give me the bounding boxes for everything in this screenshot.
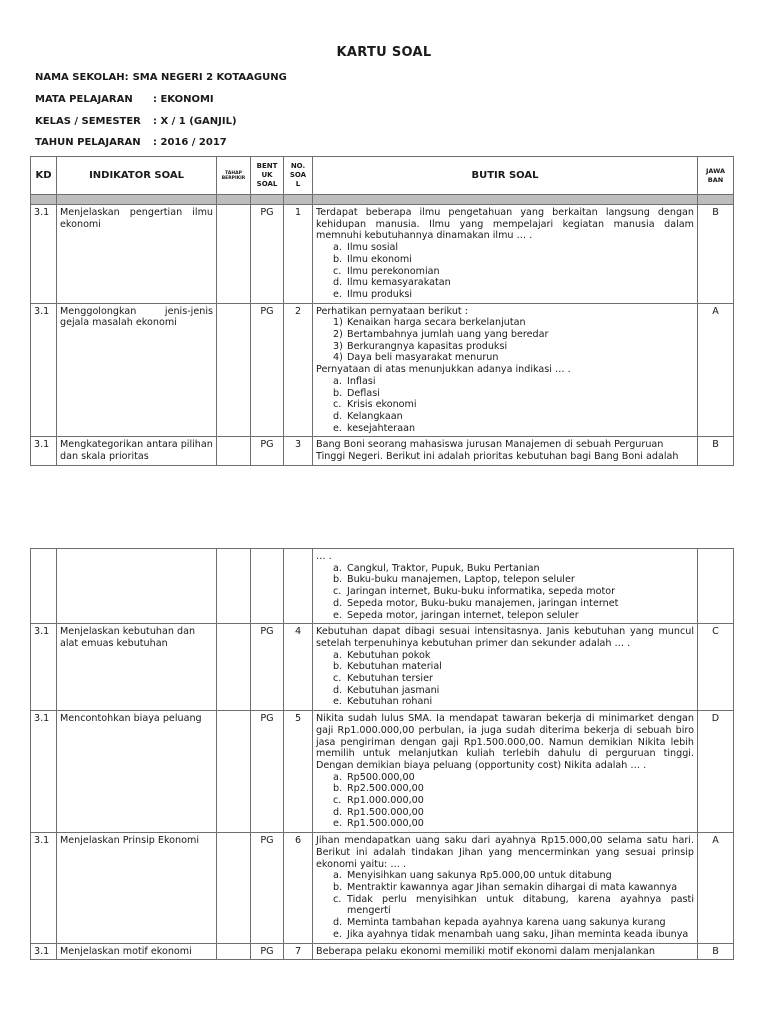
option: b. Ilmu ekonomi — [333, 253, 412, 265]
bentuk-cell: PG — [251, 711, 284, 833]
table-header-row — [31, 157, 734, 195]
option: b. Kebutuhan material — [333, 661, 442, 673]
tahap-cell — [217, 943, 251, 960]
kd-cell: 3.1 — [31, 833, 57, 943]
year-line — [35, 137, 227, 148]
option: e. Sepeda motor, jaringan internet, telepon seluler — [333, 609, 579, 621]
option: a. Cangkul, Traktor, Pupuk, Buku Pertanian — [333, 562, 540, 574]
year-value: : 2016 / 2017 — [153, 137, 227, 148]
kd-cell: 3.1 — [31, 303, 57, 437]
option: b. Mentraktir kawannya agar Jihan semakin dihargai di mata kawannya — [333, 881, 678, 893]
kd-cell: 3.1 — [31, 205, 57, 304]
option-list — [333, 772, 694, 831]
header-jawaban: JAWA BAN — [698, 157, 734, 195]
tahap-cell — [217, 205, 251, 304]
question-stem-2: Pernyataan di atas menunjukkan adanya indikasi … . — [316, 364, 571, 376]
bentuk-cell: PG — [251, 303, 284, 437]
option: b. Buku-buku manajemen, Laptop, telepon seluler — [333, 574, 575, 586]
table-row — [31, 943, 734, 960]
option: e. Kebutuhan rohani — [333, 696, 433, 708]
bentuk-cell: PG — [251, 205, 284, 304]
option: d. Ilmu kemasyarakatan — [333, 277, 451, 289]
question-stem-continued: … . — [316, 551, 332, 562]
subject-line — [35, 94, 214, 105]
school-value: SMA NEGERI 2 KOTAAGUNG — [132, 72, 287, 83]
option: e. Ilmu produksi — [333, 288, 413, 300]
butir-cell — [313, 624, 698, 711]
butir-cell — [313, 303, 698, 437]
indikator-cell: Mencontohkan biaya peluang — [57, 711, 217, 833]
bentuk-cell: PG — [251, 624, 284, 711]
jawaban-cell: D — [698, 711, 734, 833]
option: c. Tidak perlu menyisihkan untuk ditabung, karena ayahnya pasti mengerti — [333, 893, 694, 917]
header-kd: KD — [31, 157, 57, 195]
option: c. Jaringan internet, Buku-buku informatika, sepeda motor — [333, 586, 616, 598]
statement: 4) Daya beli masyarakat menurun — [333, 352, 499, 364]
indikator-cell: Menggolongkan jenis-jenis gejala masalah ekonomi — [57, 303, 217, 437]
question-stem: Perhatikan pernyataan berikut : — [316, 305, 468, 317]
butir-cell — [313, 205, 698, 304]
option: e. kesejahteraan — [333, 422, 416, 434]
table-row — [31, 303, 734, 437]
indikator-cell: Menjelaskan pengertian ilmu ekonomi — [57, 205, 217, 304]
no-cell: 1 — [284, 205, 313, 304]
class-label: KELAS / SEMESTER — [35, 116, 141, 127]
kd-cell: 3.1 — [31, 943, 57, 960]
no-cell: 7 — [284, 943, 313, 960]
option: a. Rp500.000,00 — [333, 771, 415, 783]
option: c. Kebutuhan tersier — [333, 673, 433, 685]
option: b. Deflasi — [333, 387, 380, 399]
school-label: NAMA SEKOLAH: — [35, 72, 129, 83]
no-cell: 4 — [284, 624, 313, 711]
kd-cell: 3.1 — [31, 711, 57, 833]
bentuk-cell: PG — [251, 943, 284, 960]
option: d. Kebutuhan jasmani — [333, 684, 440, 696]
indikator-cell: Menjelaskan motif ekonomi — [57, 943, 217, 960]
option: d. Meminta tambahan kepada ayahnya karena uang sakunya kurang — [333, 917, 666, 929]
option: a. Inflasi — [333, 375, 376, 387]
option: a. Menyisihkan uang sakunya Rp5.000,00 untuk ditabung — [333, 870, 612, 882]
table-row-continuation — [31, 549, 734, 624]
option-list — [333, 376, 694, 435]
header-indikator: INDIKATOR SOAL — [57, 157, 217, 195]
header-butir: BUTIR SOAL — [313, 157, 698, 195]
option: e. Jika ayahnya tidak menambah uang saku, Jihan meminta keada ibunya — [333, 928, 689, 940]
school-line — [35, 72, 287, 83]
tahap-cell — [217, 833, 251, 943]
option: c. Rp1.000.000,00 — [333, 795, 424, 807]
header-bentuk: BENT UK SOAL — [251, 157, 284, 195]
question-stem: Nikita sudah lulus SMA. Ia mendapat tawaran bekerja di minimarket dengan gaji Rp1.000.000,00 perbulan, ia juga sudah diterima bekerja di sebuah biro jasa pengiriman dengan gaji Rp1.500.000,00. Namun demikian Nikita lebih memilih untuk melanjutkan kuliah terlebih dahulu di perguruan tinggi. Dengan demikian biaya peluang (opportunity cost) Nikita adalah … . — [316, 713, 694, 771]
bentuk-cell: PG — [251, 833, 284, 943]
option: d. Kelangkaan — [333, 410, 403, 422]
statement-list — [333, 317, 694, 364]
class-line — [35, 116, 237, 127]
document-title: KARTU SOAL — [336, 45, 432, 60]
tahap-cell — [217, 437, 251, 465]
statement: 3) Berkurangnya kapasitas produksi — [333, 340, 508, 352]
class-value: : X / 1 (GANJIL) — [153, 116, 237, 127]
indikator-cell: Menjelaskan Prinsip Ekonomi — [57, 833, 217, 943]
option: d. Rp1.500.000,00 — [333, 806, 424, 818]
bentuk-cell: PG — [251, 437, 284, 465]
butir-cell — [313, 437, 698, 465]
jawaban-cell: B — [698, 205, 734, 304]
option: c. Ilmu perekonomian — [333, 265, 440, 277]
header-tahap: TAHAP BERPIKIR — [217, 157, 251, 195]
table-row — [31, 624, 734, 711]
kd-cell: 3.1 — [31, 624, 57, 711]
question-stem: Terdapat beberapa ilmu pengetahuan yang berkaitan langsung dengan kehidupan manusia. Ilmu yang mempelajari kegiatan manusia dalam memnuhi kebutuhannya dinamakan ilmu … . — [316, 207, 694, 242]
butir-cell — [313, 711, 698, 833]
statement: 2) Bertambahnya jumlah uang yang beredar — [333, 329, 549, 341]
jawaban-cell: A — [698, 833, 734, 943]
butir-cell — [313, 549, 698, 624]
table-row — [31, 205, 734, 304]
option: e. Rp1.500.000,00 — [333, 818, 424, 830]
option: a. Ilmu sosial — [333, 242, 399, 254]
jawaban-cell: A — [698, 303, 734, 437]
question-stem: Bang Boni seorang mahasiswa jurusan Manajemen di sebuah Perguruan Tinggi Negeri. Berikut ini adalah prioritas kebutuhan bagi Bang Boni adalah — [316, 439, 679, 463]
option-list — [333, 242, 694, 301]
indikator-cell: Mengkategorikan antara pilihan dan skala prioritas — [57, 437, 217, 465]
kd-cell: 3.1 — [31, 437, 57, 465]
no-cell: 6 — [284, 833, 313, 943]
option: d. Sepeda motor, Buku-buku manajemen, jaringan internet — [333, 597, 619, 609]
no-cell: 3 — [284, 437, 313, 465]
question-stem: Jihan mendapatkan uang saku dari ayahnya Rp15.000,00 selama satu hari. Berikut ini adalah tindakan Jihan yang mencerminkan yang sesuai prinsip ekonomi yaitu: … . — [316, 835, 694, 870]
table-row — [31, 711, 734, 833]
option: b. Rp2.500.000,00 — [333, 783, 424, 795]
option: c. Krisis ekonomi — [333, 399, 417, 411]
option-list — [333, 870, 694, 940]
question-stem: Beberapa pelaku ekonomi memiliki motif ekonomi dalam menjalankan — [316, 945, 655, 957]
question-stem: Kebutuhan dapat dibagi sesuai intensitasnya. Janis kebutuhan yang muncul setelah terpenuhinya kebutuhan primer dan sekunder adalah … . — [316, 626, 694, 649]
butir-cell — [313, 833, 698, 943]
indikator-cell: Menjelaskan kebutuhan dan alat emuas kebutuhan — [57, 624, 217, 711]
header-no: NO. SOA L — [284, 157, 313, 195]
year-label: TAHUN PELAJARAN — [35, 137, 141, 148]
tahap-cell — [217, 711, 251, 833]
no-cell: 2 — [284, 303, 313, 437]
table-row — [31, 437, 734, 465]
jawaban-cell: B — [698, 943, 734, 960]
option-list — [333, 650, 694, 709]
option: a. Kebutuhan pokok — [333, 649, 431, 661]
header-separator-row — [31, 195, 734, 205]
table-row — [31, 833, 734, 943]
subject-value: : EKONOMI — [153, 94, 214, 105]
subject-label: MATA PELAJARAN — [35, 94, 133, 105]
question-table-page-2 — [30, 548, 734, 960]
statement: 1) Kenaikan harga secara berkelanjutan — [333, 317, 526, 329]
tahap-cell — [217, 303, 251, 437]
option-list — [333, 563, 694, 622]
jawaban-cell: B — [698, 437, 734, 465]
butir-cell — [313, 943, 698, 960]
no-cell: 5 — [284, 711, 313, 833]
tahap-cell — [217, 624, 251, 711]
jawaban-cell: C — [698, 624, 734, 711]
question-table-page-1 — [30, 156, 734, 466]
